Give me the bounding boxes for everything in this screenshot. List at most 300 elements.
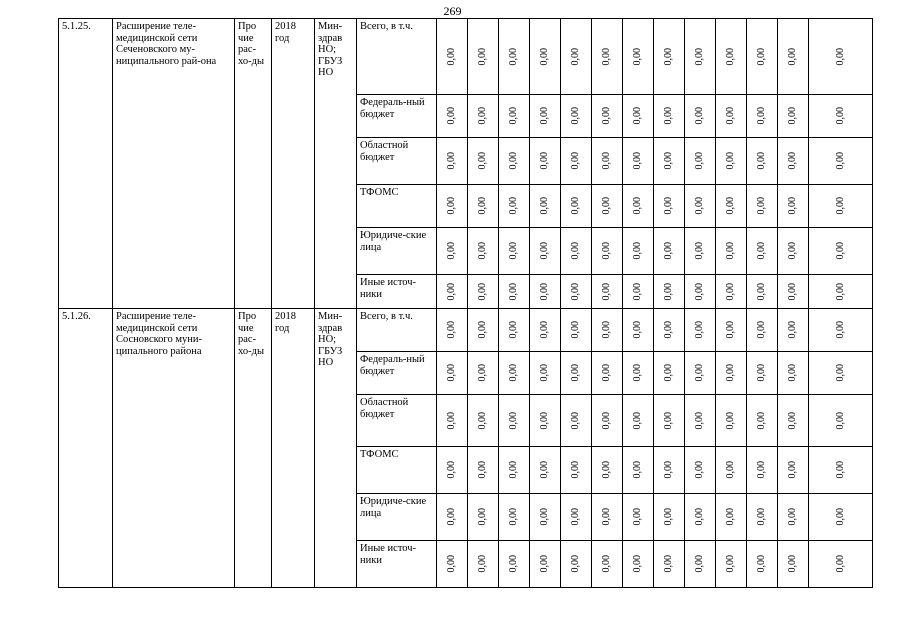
value-cell xyxy=(623,541,654,588)
value-cell xyxy=(623,19,654,95)
value-cell xyxy=(809,185,873,228)
value-text: 0,00 xyxy=(508,321,520,339)
value-text: 0,00 xyxy=(508,364,520,382)
value-cell xyxy=(561,309,592,352)
item-executor: Мин-здрав НО; ГБУЗ НО xyxy=(315,19,357,309)
value-text: 0,00 xyxy=(725,107,737,125)
value-cell xyxy=(468,95,499,138)
value-cell xyxy=(716,541,747,588)
value-text: 0,00 xyxy=(725,47,737,66)
value-text: 0,00 xyxy=(539,364,551,382)
value-text: 0,00 xyxy=(834,107,846,125)
value-text: 0,00 xyxy=(477,461,489,479)
value-text: 0,00 xyxy=(756,461,768,479)
value-cell xyxy=(778,309,809,352)
value-text: 0,00 xyxy=(663,321,675,339)
value-cell xyxy=(499,138,530,185)
value-text: 0,00 xyxy=(725,152,737,170)
value-text: 0,00 xyxy=(601,197,613,215)
value-cell xyxy=(778,352,809,395)
value-cell xyxy=(809,19,873,95)
value-text: 0,00 xyxy=(725,555,737,573)
value-cell xyxy=(654,228,685,275)
value-cell xyxy=(809,395,873,447)
value-text: 0,00 xyxy=(694,152,706,170)
value-text: 0,00 xyxy=(787,321,799,339)
value-text: 0,00 xyxy=(570,107,582,125)
value-text: 0,00 xyxy=(477,107,489,125)
value-text: 0,00 xyxy=(787,197,799,215)
value-cell xyxy=(592,19,623,95)
value-cell xyxy=(437,352,468,395)
value-cell xyxy=(561,395,592,447)
value-text: 0,00 xyxy=(539,197,551,215)
value-text: 0,00 xyxy=(834,411,846,430)
value-cell xyxy=(592,185,623,228)
value-text: 0,00 xyxy=(756,107,768,125)
value-cell xyxy=(685,228,716,275)
value-cell xyxy=(437,138,468,185)
value-text: 0,00 xyxy=(539,242,551,260)
value-text: 0,00 xyxy=(539,508,551,526)
value-text: 0,00 xyxy=(632,411,644,430)
value-cell xyxy=(716,185,747,228)
value-text: 0,00 xyxy=(539,282,551,301)
value-text: 0,00 xyxy=(446,282,458,301)
value-text: 0,00 xyxy=(834,461,846,479)
value-text: 0,00 xyxy=(570,508,582,526)
value-cell xyxy=(716,395,747,447)
value-text: 0,00 xyxy=(632,461,644,479)
value-text: 0,00 xyxy=(834,47,846,66)
funding-source: Федераль-ный бюджет xyxy=(357,95,437,138)
value-cell xyxy=(778,494,809,541)
value-text: 0,00 xyxy=(508,411,520,430)
value-text: 0,00 xyxy=(446,107,458,125)
value-cell xyxy=(623,395,654,447)
value-cell xyxy=(747,95,778,138)
value-cell xyxy=(592,138,623,185)
funding-source: Областной бюджет xyxy=(357,395,437,447)
value-cell xyxy=(499,228,530,275)
value-cell xyxy=(561,228,592,275)
value-text: 0,00 xyxy=(834,555,846,573)
value-cell xyxy=(778,541,809,588)
value-cell xyxy=(716,309,747,352)
value-text: 0,00 xyxy=(601,107,613,125)
value-cell xyxy=(809,228,873,275)
value-cell xyxy=(654,138,685,185)
value-text: 0,00 xyxy=(477,152,489,170)
value-text: 0,00 xyxy=(632,282,644,301)
value-text: 0,00 xyxy=(477,364,489,382)
item-code: 5.1.25. xyxy=(59,19,113,309)
value-text: 0,00 xyxy=(725,321,737,339)
value-text: 0,00 xyxy=(834,364,846,382)
value-cell xyxy=(592,447,623,494)
value-cell xyxy=(654,95,685,138)
value-text: 0,00 xyxy=(446,508,458,526)
value-cell xyxy=(685,494,716,541)
funding-source: Юридиче-ские лица xyxy=(357,494,437,541)
value-text: 0,00 xyxy=(570,242,582,260)
value-cell xyxy=(685,541,716,588)
value-cell xyxy=(592,352,623,395)
value-cell xyxy=(468,185,499,228)
value-cell xyxy=(685,447,716,494)
value-text: 0,00 xyxy=(570,555,582,573)
value-cell xyxy=(778,447,809,494)
value-cell xyxy=(468,19,499,95)
value-text: 0,00 xyxy=(508,152,520,170)
value-text: 0,00 xyxy=(694,242,706,260)
value-cell xyxy=(685,95,716,138)
value-cell xyxy=(561,447,592,494)
value-cell xyxy=(716,95,747,138)
value-text: 0,00 xyxy=(663,107,675,125)
value-text: 0,00 xyxy=(570,321,582,339)
value-cell xyxy=(778,95,809,138)
value-cell xyxy=(468,138,499,185)
value-cell xyxy=(561,138,592,185)
value-text: 0,00 xyxy=(601,411,613,430)
value-cell xyxy=(499,395,530,447)
value-cell xyxy=(437,541,468,588)
value-text: 0,00 xyxy=(663,508,675,526)
value-text: 0,00 xyxy=(632,197,644,215)
value-text: 0,00 xyxy=(477,197,489,215)
value-text: 0,00 xyxy=(539,555,551,573)
value-cell xyxy=(809,138,873,185)
value-text: 0,00 xyxy=(477,242,489,260)
value-cell xyxy=(654,275,685,309)
value-cell xyxy=(499,309,530,352)
value-text: 0,00 xyxy=(756,242,768,260)
value-cell xyxy=(499,95,530,138)
item-executor: Мин-здрав НО; ГБУЗ НО xyxy=(315,309,357,588)
value-text: 0,00 xyxy=(446,555,458,573)
funding-source: Всего, в т.ч. xyxy=(357,19,437,95)
value-text: 0,00 xyxy=(601,461,613,479)
value-cell xyxy=(716,352,747,395)
value-text: 0,00 xyxy=(601,555,613,573)
value-cell xyxy=(561,541,592,588)
funding-source: ТФОМС xyxy=(357,447,437,494)
value-text: 0,00 xyxy=(834,321,846,339)
value-text: 0,00 xyxy=(446,197,458,215)
value-text: 0,00 xyxy=(787,364,799,382)
value-cell xyxy=(530,494,561,541)
value-text: 0,00 xyxy=(663,555,675,573)
value-text: 0,00 xyxy=(663,282,675,301)
value-text: 0,00 xyxy=(570,411,582,430)
value-text: 0,00 xyxy=(508,107,520,125)
value-cell xyxy=(530,138,561,185)
value-cell xyxy=(468,275,499,309)
value-cell xyxy=(530,19,561,95)
table-row xyxy=(59,309,873,352)
value-cell xyxy=(592,228,623,275)
value-cell xyxy=(530,309,561,352)
value-text: 0,00 xyxy=(539,411,551,430)
value-text: 0,00 xyxy=(787,107,799,125)
value-text: 0,00 xyxy=(446,461,458,479)
value-text: 0,00 xyxy=(694,411,706,430)
value-text: 0,00 xyxy=(601,242,613,260)
item-name: Расширение теле-медицинской сети Сеченовского му-ниципального рай-она xyxy=(113,19,235,309)
value-text: 0,00 xyxy=(539,461,551,479)
value-cell xyxy=(747,19,778,95)
value-text: 0,00 xyxy=(632,47,644,66)
value-cell xyxy=(437,395,468,447)
value-text: 0,00 xyxy=(570,47,582,66)
value-text: 0,00 xyxy=(756,555,768,573)
value-text: 0,00 xyxy=(787,411,799,430)
value-cell xyxy=(592,494,623,541)
value-text: 0,00 xyxy=(508,242,520,260)
funding-source: Всего, в т.ч. xyxy=(357,309,437,352)
value-text: 0,00 xyxy=(787,508,799,526)
value-cell xyxy=(561,19,592,95)
value-cell xyxy=(809,541,873,588)
value-cell xyxy=(747,541,778,588)
value-cell xyxy=(437,95,468,138)
value-cell xyxy=(530,447,561,494)
value-cell xyxy=(468,395,499,447)
value-cell xyxy=(623,95,654,138)
value-cell xyxy=(778,395,809,447)
value-cell xyxy=(592,541,623,588)
value-cell xyxy=(623,138,654,185)
value-cell xyxy=(468,494,499,541)
value-cell xyxy=(685,395,716,447)
value-text: 0,00 xyxy=(756,47,768,66)
value-cell xyxy=(623,309,654,352)
value-cell xyxy=(561,95,592,138)
value-text: 0,00 xyxy=(694,197,706,215)
value-text: 0,00 xyxy=(694,321,706,339)
value-text: 0,00 xyxy=(446,47,458,66)
value-text: 0,00 xyxy=(756,364,768,382)
value-text: 0,00 xyxy=(663,197,675,215)
value-text: 0,00 xyxy=(508,508,520,526)
value-text: 0,00 xyxy=(663,242,675,260)
value-cell xyxy=(592,309,623,352)
value-cell xyxy=(654,185,685,228)
value-text: 0,00 xyxy=(508,47,520,66)
value-cell xyxy=(561,352,592,395)
value-text: 0,00 xyxy=(632,107,644,125)
value-text: 0,00 xyxy=(446,321,458,339)
value-text: 0,00 xyxy=(756,152,768,170)
value-cell xyxy=(716,447,747,494)
value-cell xyxy=(437,185,468,228)
item-year: 2018 год xyxy=(272,19,315,309)
value-text: 0,00 xyxy=(446,152,458,170)
value-cell xyxy=(561,275,592,309)
value-text: 0,00 xyxy=(632,364,644,382)
value-text: 0,00 xyxy=(601,321,613,339)
funding-source: ТФОМС xyxy=(357,185,437,228)
value-cell xyxy=(592,275,623,309)
value-cell xyxy=(747,275,778,309)
value-cell xyxy=(468,541,499,588)
value-cell xyxy=(499,185,530,228)
budget-table xyxy=(58,18,873,588)
value-cell xyxy=(778,185,809,228)
value-cell xyxy=(809,352,873,395)
value-text: 0,00 xyxy=(834,197,846,215)
value-cell xyxy=(437,494,468,541)
funding-source: Иные источ-ники xyxy=(357,541,437,588)
value-cell xyxy=(561,494,592,541)
value-text: 0,00 xyxy=(756,282,768,301)
value-cell xyxy=(468,352,499,395)
value-cell xyxy=(530,541,561,588)
value-cell xyxy=(499,275,530,309)
value-cell xyxy=(747,494,778,541)
value-text: 0,00 xyxy=(834,282,846,301)
value-cell xyxy=(809,275,873,309)
value-cell xyxy=(778,228,809,275)
value-cell xyxy=(530,228,561,275)
page-number: 269 xyxy=(443,4,462,18)
value-cell xyxy=(747,309,778,352)
value-text: 0,00 xyxy=(539,107,551,125)
value-text: 0,00 xyxy=(725,242,737,260)
value-cell xyxy=(809,447,873,494)
value-cell xyxy=(685,309,716,352)
value-cell xyxy=(468,228,499,275)
value-cell xyxy=(685,185,716,228)
value-cell xyxy=(499,447,530,494)
expense-type: Про чие рас-хо-ды xyxy=(235,309,272,588)
funding-source: Иные источ-ники xyxy=(357,275,437,309)
value-cell xyxy=(685,275,716,309)
value-cell xyxy=(716,138,747,185)
value-cell xyxy=(499,494,530,541)
value-text: 0,00 xyxy=(834,242,846,260)
value-text: 0,00 xyxy=(787,47,799,66)
value-text: 0,00 xyxy=(632,242,644,260)
value-cell xyxy=(747,185,778,228)
value-text: 0,00 xyxy=(570,364,582,382)
value-cell xyxy=(623,447,654,494)
value-text: 0,00 xyxy=(725,411,737,430)
value-text: 0,00 xyxy=(508,282,520,301)
value-cell xyxy=(530,185,561,228)
value-text: 0,00 xyxy=(508,461,520,479)
value-text: 0,00 xyxy=(756,197,768,215)
value-text: 0,00 xyxy=(632,321,644,339)
value-cell xyxy=(778,275,809,309)
value-cell xyxy=(809,95,873,138)
value-text: 0,00 xyxy=(508,555,520,573)
value-text: 0,00 xyxy=(601,47,613,66)
value-cell xyxy=(437,228,468,275)
value-text: 0,00 xyxy=(694,47,706,66)
value-text: 0,00 xyxy=(694,282,706,301)
value-text: 0,00 xyxy=(570,282,582,301)
value-text: 0,00 xyxy=(539,152,551,170)
value-cell xyxy=(530,95,561,138)
value-text: 0,00 xyxy=(725,461,737,479)
value-text: 0,00 xyxy=(477,47,489,66)
value-cell xyxy=(654,19,685,95)
value-cell xyxy=(499,541,530,588)
value-text: 0,00 xyxy=(570,461,582,479)
value-cell xyxy=(468,309,499,352)
value-text: 0,00 xyxy=(756,411,768,430)
value-text: 0,00 xyxy=(663,152,675,170)
value-cell xyxy=(623,352,654,395)
value-cell xyxy=(654,352,685,395)
value-cell xyxy=(778,138,809,185)
value-cell xyxy=(437,309,468,352)
item-code: 5.1.26. xyxy=(59,309,113,588)
value-text: 0,00 xyxy=(694,555,706,573)
value-text: 0,00 xyxy=(570,197,582,215)
item-name: Расширение теле-медицинской сети Сосновского муни-ципального района xyxy=(113,309,235,588)
value-text: 0,00 xyxy=(725,197,737,215)
value-cell xyxy=(778,19,809,95)
value-cell xyxy=(685,352,716,395)
value-cell xyxy=(654,395,685,447)
value-text: 0,00 xyxy=(446,411,458,430)
value-cell xyxy=(623,494,654,541)
value-cell xyxy=(685,19,716,95)
value-text: 0,00 xyxy=(725,508,737,526)
value-text: 0,00 xyxy=(787,461,799,479)
value-cell xyxy=(809,309,873,352)
value-cell xyxy=(716,228,747,275)
value-text: 0,00 xyxy=(570,152,582,170)
value-cell xyxy=(561,185,592,228)
value-text: 0,00 xyxy=(694,364,706,382)
value-text: 0,00 xyxy=(446,242,458,260)
value-text: 0,00 xyxy=(663,411,675,430)
value-cell xyxy=(437,447,468,494)
value-cell xyxy=(809,494,873,541)
value-cell xyxy=(654,494,685,541)
value-cell xyxy=(716,494,747,541)
table-body xyxy=(59,19,873,588)
value-text: 0,00 xyxy=(601,152,613,170)
value-cell xyxy=(530,395,561,447)
value-text: 0,00 xyxy=(539,321,551,339)
value-cell xyxy=(685,138,716,185)
value-cell xyxy=(716,19,747,95)
value-text: 0,00 xyxy=(508,197,520,215)
value-text: 0,00 xyxy=(694,508,706,526)
value-cell xyxy=(530,275,561,309)
value-cell xyxy=(468,447,499,494)
value-text: 0,00 xyxy=(632,555,644,573)
value-cell xyxy=(623,185,654,228)
value-cell xyxy=(437,275,468,309)
value-cell xyxy=(623,228,654,275)
value-text: 0,00 xyxy=(787,555,799,573)
expense-type: Про чие рас-хо-ды xyxy=(235,19,272,309)
value-text: 0,00 xyxy=(787,282,799,301)
value-cell xyxy=(747,228,778,275)
item-year: 2018 год xyxy=(272,309,315,588)
value-text: 0,00 xyxy=(632,152,644,170)
value-text: 0,00 xyxy=(694,461,706,479)
value-text: 0,00 xyxy=(601,364,613,382)
value-text: 0,00 xyxy=(601,508,613,526)
value-text: 0,00 xyxy=(539,47,551,66)
